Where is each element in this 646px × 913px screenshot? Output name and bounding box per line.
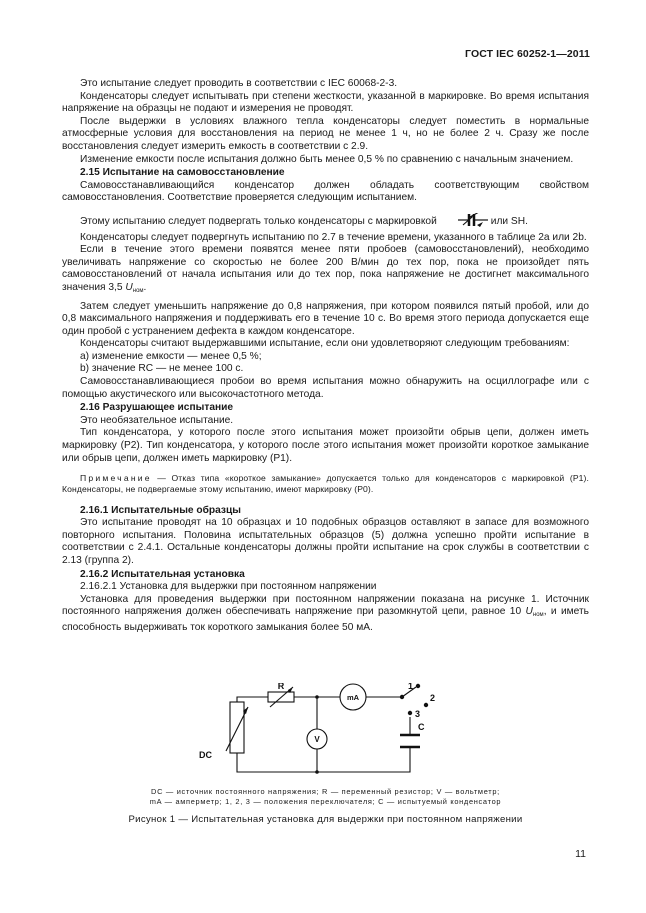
paragraph: Если в течение этого времени появятся менее пяти пробоев (самовосстановлений), необходимо увеличивать напряжение со скоростью не более 200 В/мин до тех пор, пока не произойдет пять самовосстановлений от начала испытания или до тех пор, пока напряжение не достигнет максимального значения 3,5 $U_{ном}$. — [62, 244, 589, 294]
node-dot — [315, 770, 319, 774]
section-heading: 2.16.1 Испытательные образцы — [80, 504, 241, 516]
note — [62, 473, 589, 495]
paragraph: Затем следует уменьшить напряжение до 0,8 напряжения, при котором появился пятый пробой, или до 0,8 максимального напряжения и поддерживать его в течение 10 с. Во время этого периода допускается еще один пробой с устранением дефекта в каждом конденсаторе. — [62, 300, 589, 337]
dc-source — [230, 702, 244, 753]
node-dot — [315, 695, 319, 699]
paragraph: Это испытание следует проводить в соответствии с IEC 60068-2-3. — [80, 78, 398, 89]
switch-contact-1 — [416, 684, 420, 688]
body-text — [62, 78, 589, 635]
text-span: Если в течение этого времени появятся менее пяти пробоев (самовосстановлений), необходимо увеличивать напряжение со скоростью не более 200 В/мин до тех пор, пока не произойдет пять самовосстановлений от начала испытания или до тех пор, пока напряжение не достигнет максимального значения 3,5 — [62, 244, 589, 293]
voltage-subscript: ном — [532, 612, 544, 619]
paragraph — [62, 594, 589, 635]
label-pos1: 1 — [408, 683, 414, 691]
paragraph: Изменение емкости после испытания должно быть менее 0,5 % по сравнению с начальным значением. — [80, 153, 574, 165]
paragraph: Тип конденсатора, у которого после этого испытания может произойти обрыв цепи, должен иметь маркировку (P2). Тип конденсатора, у которого после этого испытания может произойти короткое замыкание или обрыв цепи, должен иметь маркировку (P1). — [62, 427, 589, 464]
text-span: Этому испытанию следует подвергать только конденсаторы с маркировкой — [80, 215, 437, 227]
voltage-symbol: U — [525, 606, 533, 618]
paragraph: 2.16.2.1 Установка для выдержки при постоянном напряжении — [80, 581, 377, 593]
voltage-subscript: ном — [132, 287, 144, 294]
switch-contact-3 — [408, 711, 412, 715]
note-text: — Отказ типа «короткое замыкание» допускается только для конденсаторов с маркировкой (P1). Конденсаторы, не подвергаемые этому испытанию, имеют маркировку (P0). — [62, 473, 589, 495]
label-c: C — [418, 722, 425, 732]
label-pos3: 3 — [415, 709, 421, 719]
wire-top — [237, 697, 268, 702]
legend-line: mA — амперметр; 1, 2, 3 — положения переключателя; C — испытуемый конденсатор — [149, 797, 502, 806]
section-heading: 2.15 Испытание на самовосстановление — [80, 167, 285, 179]
note-label: Примечание — [80, 473, 152, 484]
label-pos2: 2 — [430, 693, 436, 703]
switch-contact-2 — [424, 703, 428, 707]
paragraph — [62, 213, 589, 232]
paragraph: Это испытание проводят на 10 образцах и 10 подобных образцов оставляют в запасе для возможного повторного испытания. Половина испытательных образцов (5) должна успешно пройти испытание в соответствии с 2.4.1. Остальные конденсаторы должны пройти испытание на срок службы в соответствии с 2.13 (группа 2). — [62, 517, 589, 566]
paragraph: Конденсаторы следует испытывать при степени жесткости, указанной в маркировке. Во время испытания напряжение на образцы не подают и измерения не проводят. — [62, 90, 589, 115]
dc-source-arrow — [226, 707, 248, 751]
paragraph: Самовосстанавливающийся конденсатор должен обладать соответствующим свойством самовосстановления. Соответствие проверяется следующим испытанием. — [62, 179, 589, 204]
switch-pivot — [400, 695, 404, 699]
standard-header: ГОСТ IEC 60252-1—2011 — [465, 48, 590, 60]
label-v: V — [314, 735, 320, 744]
section-heading: 2.16.2 Испытательная установка — [80, 568, 245, 580]
voltage-symbol: U — [125, 281, 133, 293]
legend-line: DC — источник постоянного напряжения; R — переменный резистор; V — вольтметр; — [151, 787, 500, 796]
text-span: или SH. — [490, 215, 528, 227]
paragraph: Конденсаторы следует подвергнуть испытанию по 2.7 в течение времени, указанного в таблице 2а или 2b. — [80, 231, 587, 243]
circuit-diagram — [190, 683, 450, 783]
section-heading: 2.16 Разрушающее испытание — [80, 402, 234, 414]
paragraph: b) значение RC — не менее 100 с. — [80, 363, 244, 375]
label-dc: DC — [199, 750, 212, 760]
text-span: Установка для проведения выдержки при постоянном напряжении показана на рисунке 1. Источник постоянного напряжения должен обеспечивать напряжение при разомкнутой цепи, равное 10 — [62, 593, 589, 618]
wire-bottom — [237, 747, 410, 772]
label-r: R — [277, 683, 285, 691]
paragraph: Это необязательное испытание. — [80, 414, 234, 426]
page-number: 11 — [575, 848, 586, 860]
paragraph: Самовосстанавливающиеся пробои во время испытания можно обнаружить на осциллографе или с помощью акустического или высокочастотного метода. — [62, 376, 589, 400]
figure-legend — [62, 787, 589, 807]
paragraph: а) изменение емкости — менее 0,5 %; — [80, 350, 262, 362]
self-healing-symbol-icon — [440, 213, 488, 232]
label-ma: mA — [346, 693, 360, 702]
paragraph: После выдержки в условиях влажного тепла конденсаторы следует поместить в нормальные атмосферные условия для восстановления на период не менее 1 ч, но не более 2 ч. Сразу же после восстановления следует измерить емкость в соответствии с 2.9. — [62, 115, 589, 152]
figure-caption: Рисунок 1 — Испытательная установка для выдержки при постоянном напряжении — [128, 814, 523, 825]
paragraph: Конденсаторы считают выдержавшими испытание, если они удовлетворяют следующим требованиям: — [80, 338, 570, 350]
text-span: , и иметь способность выдерживать ток короткого замыкания более 50 мА. — [62, 606, 589, 633]
